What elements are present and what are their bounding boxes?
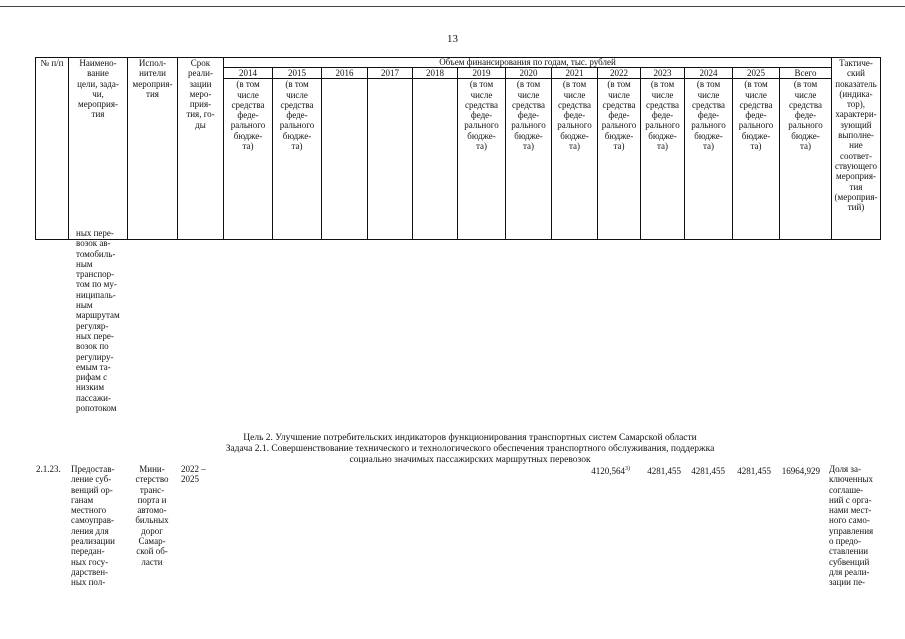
financing-table-header [35, 57, 881, 240]
scan-edge-line [0, 6, 905, 7]
sub-2023: (в том числе средства феде- рального бюдже- та) [641, 79, 685, 240]
header-financing: Объем финансирования по годам, тыс. рублей [224, 58, 832, 68]
header-term: Срок реали- зации меро- прия- тия, го- ды [178, 58, 224, 240]
sub-total: (в том числе средства феде- рального бюдже- та) [780, 79, 832, 240]
year-total: Всего [780, 68, 832, 79]
year-2014: 2014 [224, 68, 273, 79]
sub-2014: (в том числе средства феде- рального бюдже- та) [224, 79, 273, 240]
year-2016: 2016 [322, 68, 368, 79]
year-2021: 2021 [552, 68, 598, 79]
sub-2025: (в том числе средства феде- рального бюдже- та) [733, 79, 780, 240]
sub-2019: (в том числе средства феде- рального бюдже- та) [458, 79, 506, 240]
sub-2021: (в том числе средства феде- рального бюдже- та) [552, 79, 598, 240]
header-indicator: Тактиче- ский показатель (индика- тор), характери- зующий выполне- ние соответ- ствующего мероприя- тия (мероприя- тий) [832, 58, 881, 240]
sub-2022: (в том числе средства феде- рального бюдже- та) [598, 79, 641, 240]
year-2023: 2023 [641, 68, 685, 79]
row-measure-name: Предостав- ление суб- венций ор- ганам местного самоуправ- ления для реализации передан- ных госу- дарствен- ных пол- [71, 464, 115, 588]
sub-2018 [413, 79, 458, 240]
goal-title: Цель 2. Улучшение потребительских индикаторов функционирования транспортных систем Самарской области [243, 433, 697, 443]
year-2025: 2025 [733, 68, 780, 79]
row-executor: Мини- стерство транс- порта и автомо- бильных дорог Самар- ской об- ласти [135, 464, 169, 567]
year-2020: 2020 [506, 68, 552, 79]
task-title: Задача 2.1. Совершенствование технического и технологического обеспечения транспортного обслуживания, поддержка [225, 444, 715, 454]
year-2019: 2019 [458, 68, 506, 79]
value-2025: 4281,455 [737, 466, 771, 476]
task-title-continuation: социально значимых пассажирских маршрутных перевозок [349, 455, 591, 465]
value-2022: 4120,564$^{3)}$ [591, 466, 630, 476]
row-number: 2.1.23. [36, 464, 61, 474]
page-number: 13 [447, 33, 458, 45]
header-num: № п/п [36, 58, 69, 240]
row-indicator: Доля за- ключенных соглаше- ний с орга- нами мест- ного само- управления о предо- ставлении субвенций для реали- зации пе- [829, 464, 874, 588]
sub-2016 [322, 79, 368, 240]
sub-2017 [368, 79, 413, 240]
year-2017: 2017 [368, 68, 413, 79]
value-total: 16964,929 [781, 466, 820, 476]
footnote-mark: 3) [625, 466, 630, 472]
value-2023: 4281,455 [647, 466, 681, 476]
continued-measure-name: ных пере- возок ав- томобиль- ным транспор- том по му- ниципаль- ным маршрутам регуляр- ных пере- возок по регулиру- емым та- рифам с низким пассажи- ропотоком [76, 228, 120, 414]
header-name: Наимено- вание цели, зада- чи, мероприя- тия [69, 58, 128, 240]
year-2024: 2024 [685, 68, 733, 79]
row-term: 2022 – 2025 [181, 464, 206, 485]
value-2024: 4281,455 [691, 466, 725, 476]
sub-2015: (в том числе средства феде- рального бюдже- та) [273, 79, 322, 240]
sub-2024: (в том числе средства феде- рального бюдже- та) [685, 79, 733, 240]
year-2015: 2015 [273, 68, 322, 79]
header-executor: Испол- нители мероприя- тия [128, 58, 178, 240]
year-2022: 2022 [598, 68, 641, 79]
sub-2020: (в том числе средства феде- рального бюдже- та) [506, 79, 552, 240]
year-2018: 2018 [413, 68, 458, 79]
